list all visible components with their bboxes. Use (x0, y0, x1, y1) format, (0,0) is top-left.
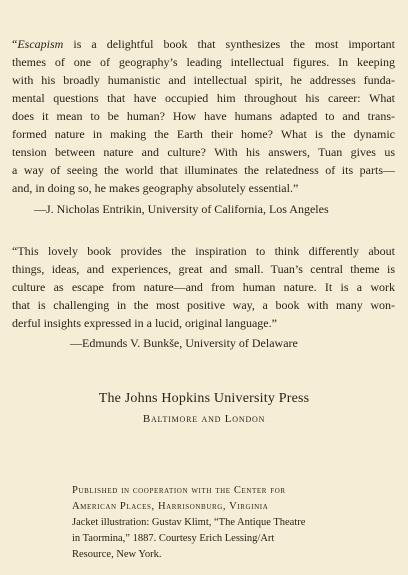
credits-line-2: American Places, Harrisonburg, Virginia (72, 501, 269, 512)
credits-line-4: in Taormina,” 1887. Courtesy Erich Lessing/Art (72, 533, 275, 544)
quote-2-line-5: derful insights expressed in a lucid, original language.” (12, 316, 277, 330)
quote-1-line-7: tension between nature and culture? With his answers, Tuan gives us (12, 145, 395, 159)
quote-2-line-3: culture as escape from nature—and from human nature. It is a work (12, 280, 395, 294)
quote-2-line-4: that is challenging in the most positive way, a book with many won- (12, 298, 395, 312)
quote-1-line-9: and, in doing so, he makes geography absolutely essential.” (12, 181, 299, 195)
quote-1-attribution: —J. Nicholas Entrikin, University of California, Los Angeles (34, 202, 329, 216)
quote-1-line-5: does it mean to be human? How have humans adapted to and trans- (12, 109, 395, 123)
book-title-escapism: Escapism (17, 37, 64, 51)
credits-line-5: Resource, New York. (72, 549, 162, 560)
quote-2-attribution: —Edmunds V. Bunkše, University of Delaware (70, 336, 298, 350)
quote-1-line-1: “Escapism is a delightful book that synthesizes the most important (12, 37, 395, 51)
quote-1-line-8: a way of seeing the world that illuminates the relatedness of its parts— (12, 163, 395, 177)
quote-1-line-4: mental questions that have occupied him throughout his career: What (12, 91, 395, 105)
quote-1-line-2: themes of one of geography’s leading intellectual figures. In keeping (12, 55, 395, 69)
quote-2-line-2: things, ideas, and experiences, great and small. Tuan’s central theme is (12, 262, 395, 276)
quote-2-line-1: “This lovely book provides the inspiration to think differently about (12, 244, 395, 258)
publisher-name: The Johns Hopkins University Press (98, 391, 310, 406)
credits-line-1: Published in cooperation with the Center for (72, 485, 286, 496)
quote-1-line-3: with his broadly humanistic and intellectual spirit, he addresses funda- (12, 73, 395, 87)
publisher-cities: Baltimore and London (142, 413, 266, 425)
credits-line-3: Jacket illustration: Gustav Klimt, “The Antique Theatre (72, 517, 306, 528)
quote-1-line-6: formed nature in making the Earth their home? What is the dynamic (12, 127, 395, 141)
